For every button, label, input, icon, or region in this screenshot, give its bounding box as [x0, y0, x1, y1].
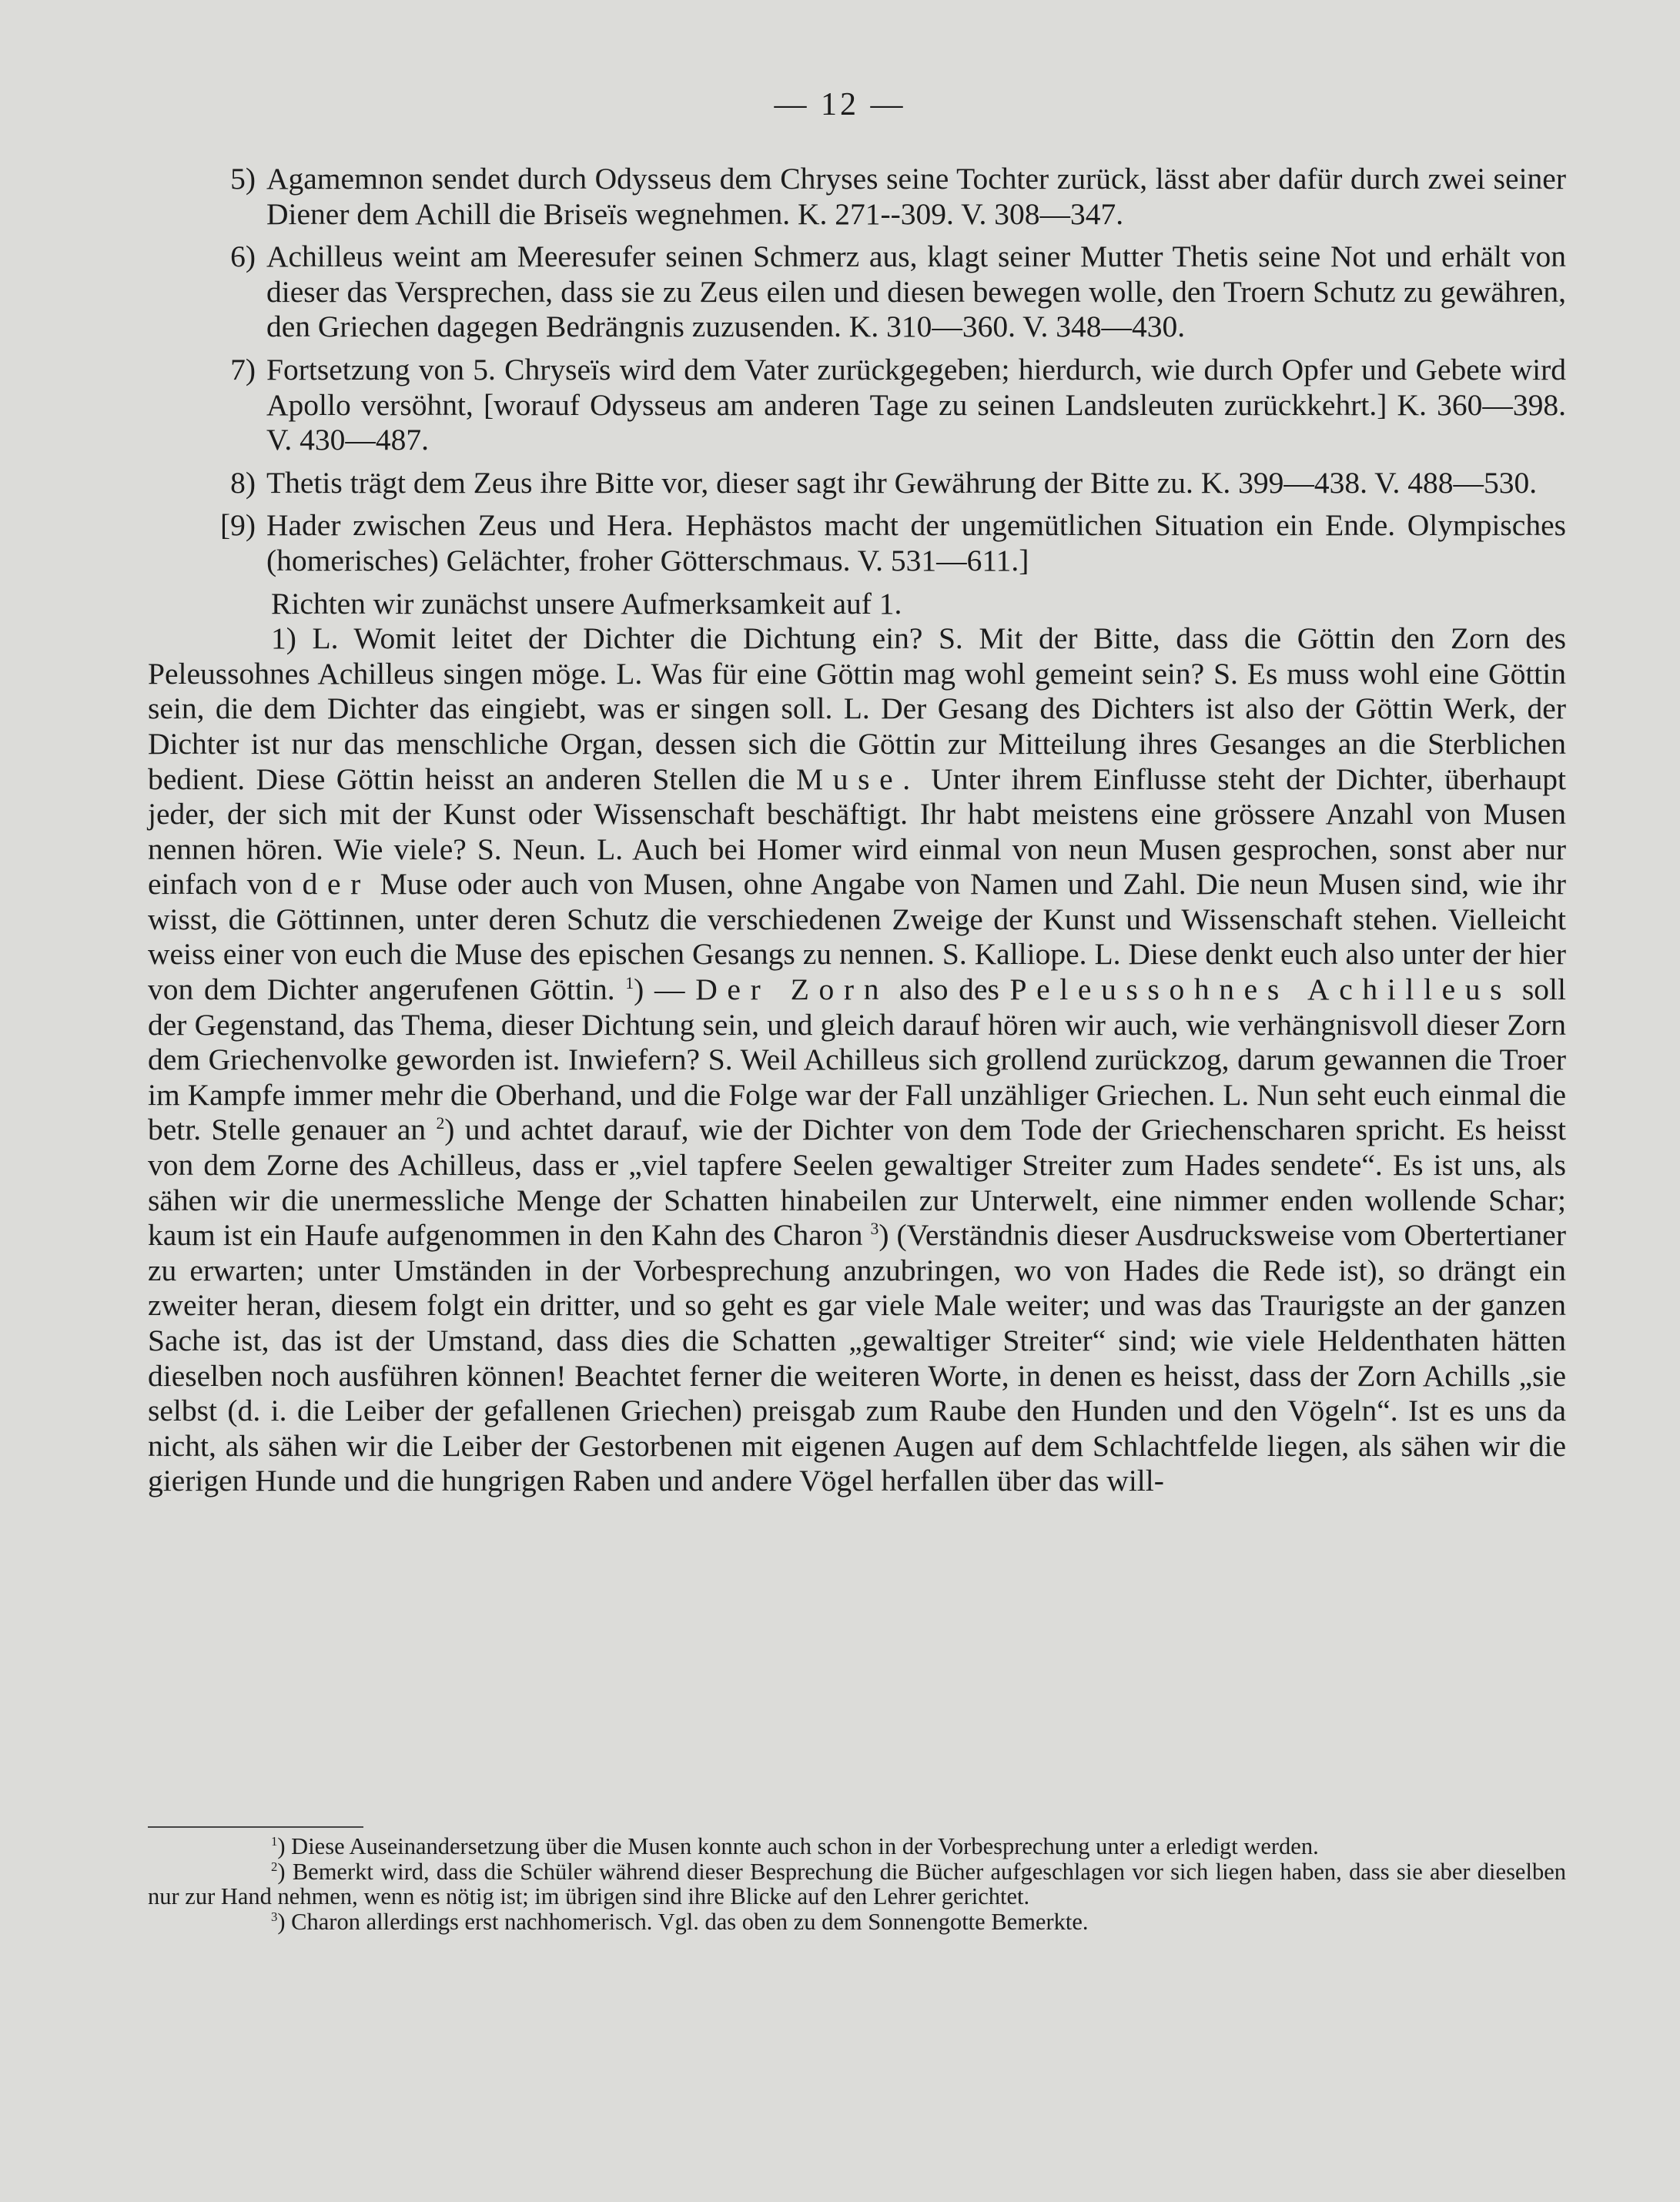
footnotes-block [148, 1834, 1566, 1934]
footnote-mark: 1 [271, 1833, 278, 1849]
footnote [148, 1909, 1566, 1935]
list-item-number: 5) [230, 162, 256, 196]
spaced-word-muse: Muse. [795, 761, 920, 796]
list-item-text: Hader zwischen Zeus und Hera. Hephästos macht der ungemütlichen Situation ein Ende. Olympisches (homerisches) Gelächter, froher Götterschmaus. V. 531—611.] [266, 508, 1566, 577]
list-item-number: 7) [230, 352, 256, 387]
list-item [148, 162, 1566, 232]
list-item-text: Fortsetzung von 5. Chryseïs wird dem Vater zurückgegeben; hierdurch, wie durch Opfer und Gebete wird Apollo versöhnt, [worauf Odysseus am anderen Tage zu seinen Landsleuten zurückkehrt.] K. 360—398. V. 430—487. [266, 352, 1566, 457]
paragraph-segment: 1) L. Womit leitet der Dichter die Dichtung ein? S. Mit der Bitte, dass die Göttin den Zorn des Peleussohnes Achilleus singen möge. L. Was für eine Göttin mag wohl gemeint sein? S. Es muss wohl eine Göttin sein, die dem Dichter das eingiebt, was er singen soll. L. Der Gesang des Dichters ist also der Göttin Werk, der Dichter ist nur das menschliche Organ, dessen sich die Göttin zur Mitteilung ihres Gesanges an die Sterblichen bedient. Diese Göttin heisst an anderen Stellen die [148, 621, 1566, 796]
footnote [148, 1859, 1566, 1909]
list-item-text: Agamemnon sendet durch Odysseus dem Chryses seine Tochter zurück, lässt aber dafür durch zwei seiner Diener dem Achill die Briseïs wegnehmen. K. 271--309. V. 308—347. [266, 162, 1566, 231]
footnote-ref-2[interactable]: 2 [436, 1114, 445, 1133]
paragraph-segment: ) — [634, 972, 685, 1007]
paragraph-segment: also des [899, 972, 999, 1007]
main-paragraph [148, 621, 1566, 1499]
footnote-text: ) Diese Auseinandersetzung über die Musen konnte auch schon in der Vorbesprechung unter a erledigt werden. [277, 1833, 1319, 1859]
list-item-number: [9) [219, 508, 256, 543]
list-item-text: Achilleus weint am Meeresufer seinen Schmerz aus, klagt seiner Mutter Thetis seine Not und erhält von dieser das Versprechen, dass sie zu Zeus eilen und diesen bewegen wolle, den Troern Schutz zu gewähren, den Griechen dagegen Bedrängnis zuzusenden. K. 310—360. V. 348—430. [266, 239, 1566, 344]
footnote [148, 1834, 1566, 1859]
footnote-ref-1[interactable]: 1 [625, 973, 634, 992]
footnote-mark: 3 [271, 1909, 278, 1924]
list-item [148, 239, 1566, 345]
spaced-phrase-peleussohnes-achilleus: Peleussohnes Achilleus [1009, 972, 1512, 1007]
list-item-number: 8) [230, 465, 256, 500]
paragraph-segment: soll der Gegenstand, das Thema, dieser Dichtung sein, und gleich darauf hören wir auch, wie verhängnisvoll dieser Zorn dem Griechenvolke geworden ist. Inwiefern? S. Weil Achilleus sich grollend zurückzog, darum gewannen die Troer im Kampfe immer mehr die Oberhand, und die Folge war der Fall unzähliger Griechen. L. Nun seht euch einmal die betr. Stelle genauer an [148, 972, 1566, 1147]
footnote-ref-3[interactable]: 3 [870, 1220, 879, 1239]
paragraph-segment: ) (Verständnis dieser Ausdrucksweise vom Obertertianer zu erwarten; unter Umständen in der Vorbesprechung anzubringen, wo von Hades die Rede ist), so drängt ein zweiter heran, diesem folgt ein dritter, und so geht es gar viele Male weiter; und was das Traurigste an der ganzen Sache ist, das ist der Umstand, dass dies die Schatten „gewaltiger Streiter“ sind; wie viele Heldenthaten hätten dieselben noch ausführen können! Beachtet ferner die weiteren Worte, in denen es heisst, dass der Zorn Achills „sie selbst (d. i. die Leiber der gefallenen Griechen) preisgab zum Raube den Hunden und den Vögeln“. Ist es uns da nicht, als sähen wir die Leiber der Gestorbenen mit eigenen Augen auf dem Schlachtfelde liegen, als sähen wir die gierigen Hunde und die hungrigen Raben und andere Vögel herfallen über das will- [148, 1218, 1566, 1498]
paragraph-segment: Unter ihrem Einflusse steht der Dichter, überhaupt jeder, der sich mit der Kunst oder Wissenschaft beschäftigt. Ihr habt meistens eine grössere Anzahl von Musen nennen hören. Wie viele? S. Neun. L. Auch bei Homer wird einmal von neun Musen gesprochen, sonst aber nur einfach von [148, 761, 1567, 902]
footnote-divider [148, 1826, 363, 1828]
paragraph-segment: ) und achtet darauf, wie der Dichter von dem Tode der Griechenscharen spricht. Es heisst von dem Zorne des Achilleus, dass er „viel tapfere Seelen gewaltiger Streiter zum Hades sendete“. Es ist uns, als sähen wir die unermessliche Menge der Schatten hinabeilen zur Unterwelt, eine nimmer enden wollende Schar; kaum ist ein Haufe aufgenommen in den Kahn des Charon [148, 1113, 1567, 1253]
page-number: — 12 — [774, 87, 906, 122]
footnote-text: ) Bemerkt wird, dass die Schüler während dieser Besprechung die Bücher aufgeschlagen vor sich liegen haben, dass sie aber dieselben nur zur Hand nehmen, wenn es nötig ist; im übrigen sind ihre Blicke auf den Lehrer gerichtet. [148, 1858, 1566, 1909]
list-item [148, 466, 1566, 501]
footnote-text: ) Charon allerdings erst nachhomerisch. Vgl. das oben zu dem Sonnengotte Bemerkte. [277, 1908, 1089, 1935]
paragraph-segment: Muse oder auch von Musen, ohne Angabe von Namen und Zahl. Die neun Musen sind, wie ihr wisst, die Göttinnen, unter deren Schutz die verschiedenen Zweige der Kunst und Wissenschaft stehen. Vielleicht weiss einer von euch die Muse des epischen Gesangs zu nennen. S. Kalliope. L. Diese denkt euch also unter der hier von dem Dichter angerufenen Göttin. [148, 867, 1567, 1007]
list-item-text: Thetis trägt dem Zeus ihre Bitte vor, dieser sagt ihr Gewährung der Bitte zu. K. 399—438. V. 488—530. [266, 465, 1538, 500]
list-item [148, 508, 1566, 578]
main-text-block [148, 162, 1566, 1499]
footnote-mark: 2 [271, 1859, 278, 1874]
list-item [148, 353, 1566, 458]
spaced-word-der: der [302, 867, 370, 902]
list-item-number: 6) [230, 239, 256, 274]
intro-line: Richten wir zunächst unsere Aufmerksamkeit auf 1. [271, 586, 902, 621]
spaced-phrase-der-zorn: Der Zorn [695, 972, 889, 1007]
